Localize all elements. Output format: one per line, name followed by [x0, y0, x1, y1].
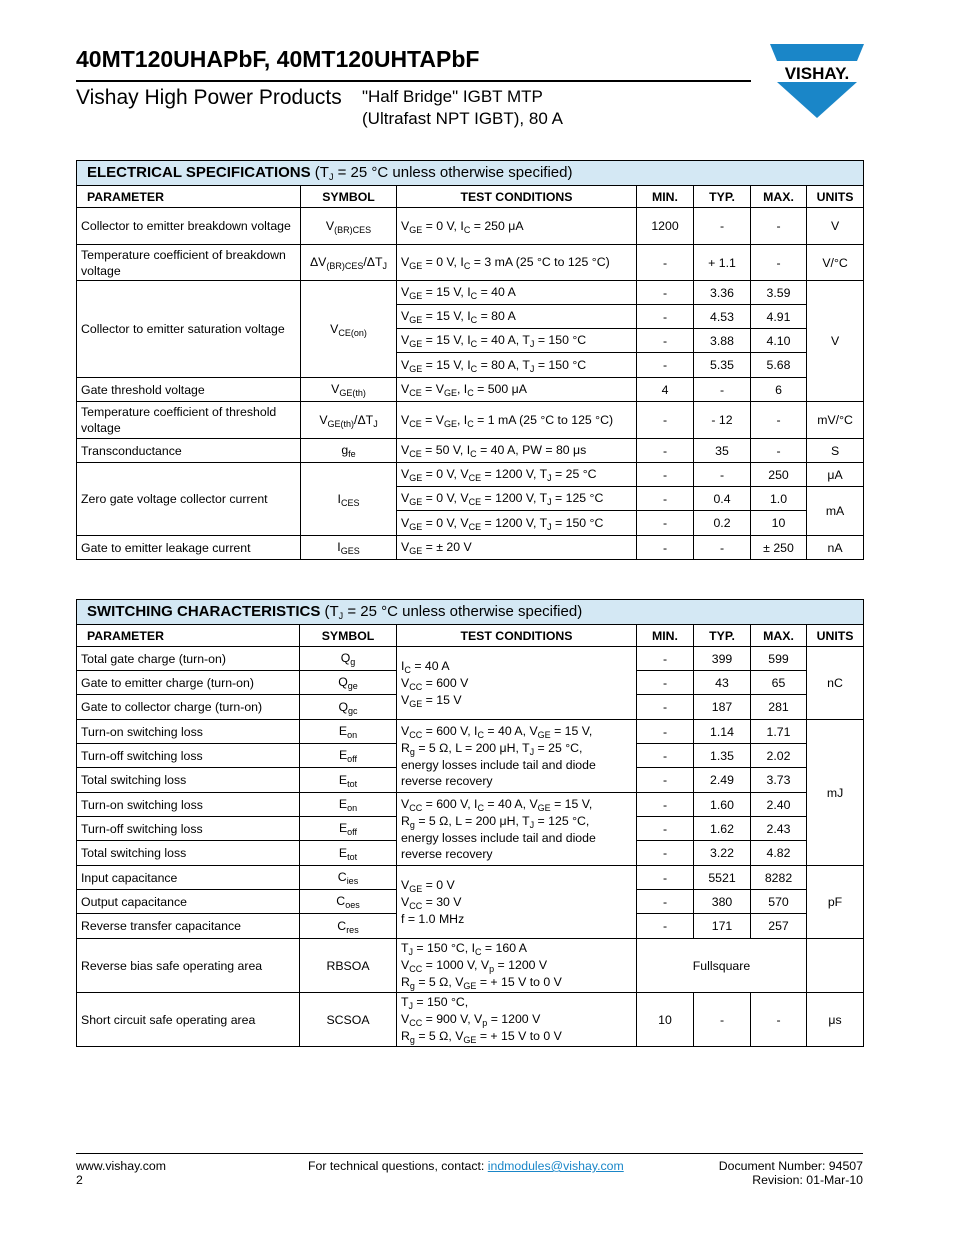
switching-characteristics-table: [76, 599, 864, 1047]
table-row: Total gate charge (turn-on) $Q_g$ $I_C = 40$ A $V_{CC} = 600$ V $V_{GE} = 15$ V - 399 599 nC: [77, 647, 864, 671]
table-row: Turn-on switching loss $E_{on}$ $V_{CC} = 600$ V, $I_C = 40$ A, $V_{GE} = 15$ V, $R_g = 5$ Ω, L = 200 μH, $T_J = 25$ °C, energy losses include tail and diode reverse recovery - 1.14 1.71 mJ: [77, 720, 864, 744]
table-row: Turn-on switching loss $E_{on}$ $V_{CC} = 600$ V, $I_C = 40$ A, $V_{GE} = 15$ V, $R_g = 5$ Ω, L = 200 μH, $T_J = 125$ °C, energy losses include tail and diode reverse recovery - 1.60 2.40: [77, 793, 864, 817]
col-symbol: SYMBOL: [301, 186, 397, 208]
table-row: Total switching loss $E_{tot}$ - 3.22 4.82: [77, 841, 864, 866]
table-row: Input capacitance $C_{ies}$ $V_{GE} = 0$ V $V_{CC} = 30$ V f = 1.0 MHz - 5521 8282 pF: [77, 866, 864, 890]
logo-top-band: [770, 44, 864, 61]
table-heading: ELECTRICAL SPECIFICATIONS ($T_J = 25$ °C unless otherwise specified): [77, 161, 864, 186]
company-name: Vishay High Power Products: [76, 86, 342, 109]
col-parameter: PARAMETER: [77, 186, 301, 208]
footer-contact-text: For technical questions, contact:: [308, 1159, 488, 1173]
footer-document-number: Document Number: 94507: [718, 1159, 863, 1173]
col-typ: TYP.: [694, 186, 751, 208]
col-min: MIN.: [637, 186, 694, 208]
subtitle-line-2: (Ultrafast NPT IGBT), 80 A: [362, 109, 563, 128]
column-header-row: [77, 186, 864, 208]
table-heading-row: [77, 161, 864, 186]
col-typ: TYP.: [694, 625, 751, 647]
table-row: $V_{GE} = 15$ V, $I_C = 80$ A - 4.53 4.91: [77, 305, 864, 329]
table-row: Total switching loss $E_{tot}$ - 2.49 3.73: [77, 768, 864, 793]
logo-text: VISHAY.: [784, 64, 850, 83]
title-rule: [76, 80, 751, 82]
col-max: MAX.: [751, 186, 807, 208]
footer-page-number: 2: [76, 1173, 83, 1187]
table-row: $V_{GE} = 15$ V, $I_C = 80$ A, $T_J = 150$ °C - 5.35 5.68: [77, 353, 864, 378]
table-row: Temperature coefficient of threshold voltage $V_{GE(th)}/\Delta T_J$ $V_{CE} = V_{GE}$, $I_C = 1$ mA (25 °C to 125 °C) - - 12 - mV/°C: [77, 402, 864, 439]
table-row: Gate to emitter leakage current $I_{GES}$ $V_{GE}$ = ± 20 V - - ± 250 nA: [77, 536, 864, 560]
table-row: $V_{GE} = 0$ V, $V_{CE} = 1200$ V, $T_J = 125$ °C - 0.4 1.0 mA: [77, 487, 864, 511]
footer-email-link[interactable]: indmodules@vishay.com: [487, 1159, 624, 1173]
footer-website[interactable]: www.vishay.com: [76, 1159, 166, 1173]
col-test-conditions: TEST CONDITIONS: [397, 625, 637, 647]
table-row: $V_{GE} = 15$ V, $I_C = 40$ A, $T_J = 150$ °C - 3.88 4.10: [77, 329, 864, 353]
table-row: Temperature coefficient of breakdown voltage $\Delta V_{(BR)CES}/\Delta T_J$ $V_{GE} = 0$ V, $I_C = 3$ mA (25 °C to 125 °C) - + 1.1 - V/°C: [77, 245, 864, 281]
col-parameter: PARAMETER: [77, 625, 300, 647]
electrical-specifications-table: [76, 160, 864, 560]
table-row: Reverse transfer capacitance $C_{res}$ - 171 257: [77, 914, 864, 939]
table-row: Turn-off switching loss $E_{off}$ - 1.35 2.02: [77, 744, 864, 768]
table-row: Collector to emitter breakdown voltage $V_{(BR)CES}$ $V_{GE} = 0$ V, $I_C = 250$ μA 1200 - - V: [77, 208, 864, 245]
table-row: Collector to emitter saturation voltage $V_{CE(on)}$ $V_{GE} = 15$ V, $I_C = 40$ A - 3.36 3.59 V: [77, 281, 864, 305]
table-row: Turn-off switching loss $E_{off}$ - 1.62 2.43: [77, 817, 864, 841]
footer-contact: [308, 1159, 624, 1173]
footer-right: [719, 1159, 863, 1187]
col-test-conditions: TEST CONDITIONS: [397, 186, 637, 208]
table-heading-row: [77, 600, 864, 625]
table-row: Gate to emitter charge (turn-on) $Q_{ge}$ - 43 65: [77, 671, 864, 695]
column-header-row: [77, 625, 864, 647]
table-row: Reverse bias safe operating area RBSOA $T_J = 150$ °C, $I_C = 160$ A $V_{CC} = 1000$ V, $V_p = 1200$ V $R_g = 5$ Ω, $V_{GE}$ = + 15 V to 0 V Fullsquare: [77, 939, 864, 993]
table-row: Output capacitance $C_{oes}$ - 380 570: [77, 890, 864, 914]
col-symbol: SYMBOL: [300, 625, 397, 647]
logo-triangle: [777, 82, 857, 118]
table-row: $V_{GE} = 0$ V, $V_{CE} = 1200$ V, $T_J = 150$ °C - 0.2 10: [77, 511, 864, 536]
table-row: Gate threshold voltage $V_{GE(th)}$ $V_{CE} = V_{GE}$, $I_C = 500$ μA 4 - 6: [77, 378, 864, 402]
product-subtitle: [362, 86, 563, 130]
col-units: UNITS: [807, 625, 864, 647]
col-max: MAX.: [751, 625, 807, 647]
vishay-logo: [770, 44, 864, 118]
table-row: Gate to collector charge (turn-on) $Q_{gc}$ - 187 281: [77, 695, 864, 720]
subtitle-line-1: "Half Bridge" IGBT MTP: [362, 87, 543, 106]
col-min: MIN.: [637, 625, 694, 647]
footer-revision: Revision: 01-Mar-10: [752, 1173, 863, 1187]
footer-left: [76, 1159, 166, 1187]
table-row: Zero gate voltage collector current $I_{CES}$ $V_{GE} = 0$ V, $V_{CE} = 1200$ V, $T_J = 25$ °C - - 250 μA: [77, 463, 864, 487]
table-row: Transconductance $g_{fe}$ $V_{CE} = 50$ V, $I_C = 40$ A, PW = 80 μs - 35 - S: [77, 439, 864, 463]
col-units: UNITS: [807, 186, 864, 208]
document-title: 40MT120UHAPbF, 40MT120UHTAPbF: [76, 46, 480, 72]
table-row: Short circuit safe operating area SCSOA $T_J = 150$ °C, $V_{CC} = 900$ V, $V_p = 1200$ V $R_g = 5$ Ω, $V_{GE}$ = + 15 V to 0 V 10 - - μs: [77, 993, 864, 1047]
footer-rule: [76, 1153, 863, 1154]
table-heading: SWITCHING CHARACTERISTICS ($T_J = 25$ °C unless otherwise specified): [77, 600, 864, 625]
